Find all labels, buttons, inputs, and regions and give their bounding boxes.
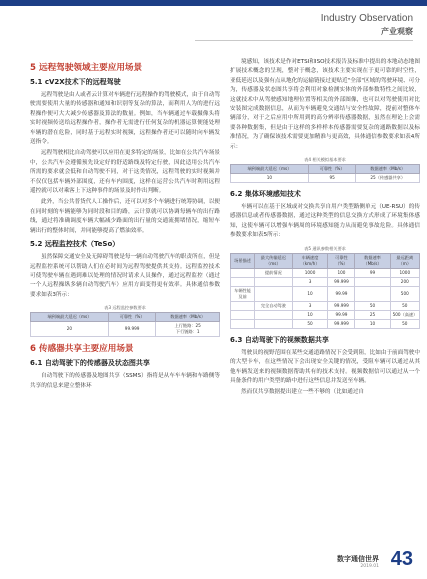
table-row bbox=[231, 277, 420, 286]
table-cell bbox=[231, 310, 255, 319]
table-row bbox=[231, 174, 420, 183]
table-cell: 25（传感器共享） bbox=[356, 174, 420, 183]
left-column bbox=[30, 58, 220, 393]
section-5-1-title: 5.1 cV2X技术下的远程驾驶 bbox=[30, 78, 121, 86]
paragraph: 驾驶员的视野范围在某些交通道路情况下会受到阻，比如由于前面驾驶中的大型卡车，在这些情况下会出现安全关键的情况，受阻车辆可以通过从其他车辆发送来的视频数据帮助其有的技术支持。视频数据信可以通过从一个具备条件的用户类型的路中进行这些信息并发送至车辆。 bbox=[230, 349, 421, 384]
section-6-2-title: 6.2 集体环境感知技术 bbox=[230, 190, 301, 199]
issue-date: 2019.01 bbox=[360, 564, 379, 569]
table-cell: 99.99 bbox=[328, 310, 355, 319]
table-4-header: 可靠性（%） bbox=[308, 165, 356, 174]
table-3 bbox=[30, 304, 220, 337]
table-cell: 50 bbox=[390, 319, 419, 328]
header-title-cn: 产业观察 bbox=[381, 27, 413, 36]
table-3-header: 可靠性（%） bbox=[108, 313, 156, 322]
table-4-caption: 表4 相关模拟基本要求 bbox=[304, 157, 346, 163]
table-3-header: 数据速率（Mb/s） bbox=[156, 313, 220, 322]
table-3-caption: 表3 远程监控参数要求 bbox=[104, 305, 146, 311]
table-cell: 1000 bbox=[390, 268, 419, 277]
table-cell bbox=[231, 268, 255, 277]
table-5-header: 可靠性（%） bbox=[328, 253, 355, 268]
table-cell: 3 bbox=[292, 277, 328, 286]
header-title-en: Industry Observation bbox=[320, 13, 413, 24]
table-row bbox=[31, 322, 220, 337]
table-5 bbox=[230, 245, 420, 329]
table-cell: 10 bbox=[292, 286, 328, 301]
table-cell: 50 bbox=[390, 301, 419, 310]
table-cell: 3 bbox=[292, 301, 328, 310]
table-row bbox=[231, 319, 420, 328]
table-row bbox=[231, 268, 420, 277]
page-footer bbox=[213, 548, 413, 572]
table-3-header: 端到端最大延迟（ms） bbox=[31, 313, 109, 322]
section-5-2-title: 5.2 远程监控技术（TeSo） bbox=[30, 240, 120, 249]
table-cell: 完全自动驾驶 bbox=[255, 301, 293, 310]
section-6-title: 6 传感器共享主要应用场景 bbox=[30, 344, 134, 355]
table-cell: 100 bbox=[328, 268, 355, 277]
table-cell bbox=[355, 286, 390, 301]
header-bar bbox=[0, 0, 427, 6]
table-cell: 1000 bbox=[292, 268, 328, 277]
table-cell: 99.999 bbox=[328, 301, 355, 310]
table-cell bbox=[231, 277, 255, 286]
table-cell: 50 bbox=[292, 319, 328, 328]
table-cell: 99.999 bbox=[328, 277, 355, 286]
paragraph: 车辆可以在基于区域或对交换共享自用户类型路侧单元（UE-RSU）的传感器信息或者传感器数据，通过这种类型的信息交换方式形成了环境集体感知，这使车辆可以增强车辆周的环境感知能力从而避免事故危险。具体通信参数要求如表5所示： bbox=[230, 204, 420, 239]
paragraph: 远程驾驶相比自动驾驶可以应用在更多特定的场景，比如在公共汽车场景中，公共汽车会遵循预先设定好的舒适路线及特定行驶，因此适用公共汽车所需的要求就会低和自动驾驶不同，对于这类情况，远程驾驶的实时视频并不仅仅包括车辆外部围度，还有车内围度，这样在运营公共汽车时利用远程遥控就可以对乘客上下这种事件的场景及时作出判断。 bbox=[30, 150, 221, 195]
table-cell bbox=[255, 277, 293, 286]
table-cell: 99.99 bbox=[328, 286, 355, 301]
paragraph: 远程驾驶是由人或者云计算对车辆进行远程操作的驾驶模式，由于自动驾驶需要使用大量的传感器和通知和识别等复杂的算法，而利用人为的进行远程操作便可大大减少传感器及算法的数量。例如，当车辆通过车载摄像头将实时视频传送给远程操作者，操作者无需进行任何复杂的机器运算便能处理车辆的潜在危险，同时基于远程实时视频，远程操作者还可以随时向车辆发送指令。 bbox=[30, 92, 221, 146]
table-cell: 10 bbox=[292, 310, 328, 319]
paragraph: 虽然保障交通安全及无障碍驾驶是每一辆自动驾驶汽车的职责所在，但是远程监控系统可以帮助人们在必时间为远程驾驶提供其支持。远程监控技术可使驾驶车辆在遇到难以处理的情况时请求人员操作，通过远程监控（通过一个人远程操纵多辆自动驾驶汽车）应用方面变得更有效率。具体通信参数要求如表3所示： bbox=[30, 254, 221, 298]
header-rule bbox=[195, 40, 413, 41]
paragraph: 然而仅共享数据提出建立一些不够的（比如通过自 bbox=[241, 389, 365, 396]
table-cell bbox=[231, 319, 255, 328]
paragraph: 此外，当公共普货代人工操作后，还可以对多个车辆进行统筹协调，以便在同时刻的车辆能够为同时段和目的路，云计算就可以协调每辆车的出行路线，通过将准确调度车辆大幅减少路面的出行量的交通流拥堵情况，缩短车辆出行的整体时间，并同能够提高了燃油效率。 bbox=[30, 199, 221, 234]
table-row bbox=[231, 286, 420, 301]
table-5-caption: 表5 通讯参数相关要求 bbox=[304, 245, 346, 251]
table-4-header: 端到端最大延迟（ms） bbox=[231, 165, 309, 174]
table-cell: 50 bbox=[355, 301, 390, 310]
table-cell: 上行链路：25 下行链路：1 bbox=[156, 322, 220, 337]
section-6-3-title: 6.3 自动驾驶下的视频数据共享 bbox=[230, 335, 329, 344]
table-cell: 500（高速） bbox=[390, 310, 419, 319]
magazine-logo: 数字通信世界 bbox=[337, 555, 379, 563]
table-cell bbox=[255, 310, 293, 319]
table-cell bbox=[231, 301, 255, 310]
table-4 bbox=[230, 156, 420, 183]
table-cell: 99 bbox=[355, 268, 390, 277]
table-cell bbox=[255, 319, 293, 328]
table-4-header: 数据速率（Mb/s） bbox=[356, 165, 420, 174]
table-row bbox=[231, 310, 420, 319]
table-cell: 10 bbox=[355, 319, 390, 328]
section-6-1-title: 6.1 自动驾驶下的传感器及状态图共享 bbox=[30, 359, 150, 368]
table-cell: 25 bbox=[355, 310, 390, 319]
table-row bbox=[231, 301, 420, 310]
paragraph: 自动驾驶下的传感器及地图共享（SSMS）指将是从车车车辆和车路侧等共享的信息来建立整体环 bbox=[30, 373, 220, 389]
table-cell: 500 bbox=[390, 286, 419, 301]
table-5-header: 车辆速度（km/h） bbox=[292, 253, 328, 268]
table-cell bbox=[255, 286, 293, 301]
paragraph: 境感知，该技术是作对ETSI和ISO技术报告及标准中提出的本地动态地图扩展技术概念的呈现，整对于概念，该技术主要实现在于更可靠的时空性，亚低延迟以及强有点从地化的运输链接过更贴近"全部"区域的驾驶环境、可分为，传感器及状态图共享将会利用对象检测实体的外部参数特性之间比较，这就技术中从驾驶感知地理位置等相关的外部图像，也可以对驾驶使用对比安装图完成数据信息，从而为车辆避免交通结与安全性故障，提前对整体车辆部分，对于之后应用中所用到的高分辨率传感器数据，虽然在理论上会需要各种数据集，但是由于这样的多样样本传感器需要复杂的通路数据以及标准情况，为了确保该技术需要更加精准与更高效，具体通信参数要求如表4所示： bbox=[230, 59, 420, 150]
page-number: 43 bbox=[390, 548, 413, 570]
page-header bbox=[0, 0, 427, 46]
table-cell: 10 bbox=[231, 174, 309, 183]
table-5-header: 数据速率（Mb/s） bbox=[355, 253, 390, 268]
table-cell bbox=[355, 277, 390, 286]
table-5-header: 最大传输延迟（ms） bbox=[255, 253, 293, 268]
table-cell: 提前情况 bbox=[255, 268, 293, 277]
table-cell: 95 bbox=[308, 174, 356, 183]
table-cell: 99.999 bbox=[108, 322, 156, 337]
table-cell: 200 bbox=[390, 277, 419, 286]
table-5-header: 场景描述 bbox=[231, 253, 255, 268]
table-5-header: 最远距离（m） bbox=[390, 253, 419, 268]
table-cell: 20 bbox=[31, 322, 109, 337]
section-5-title: 5 远程驾驶领域主要应用场景 bbox=[30, 63, 143, 73]
table-cell: 车辆性能及前 bbox=[231, 286, 255, 301]
table-cell: 99.999 bbox=[328, 319, 355, 328]
right-column bbox=[230, 58, 420, 400]
